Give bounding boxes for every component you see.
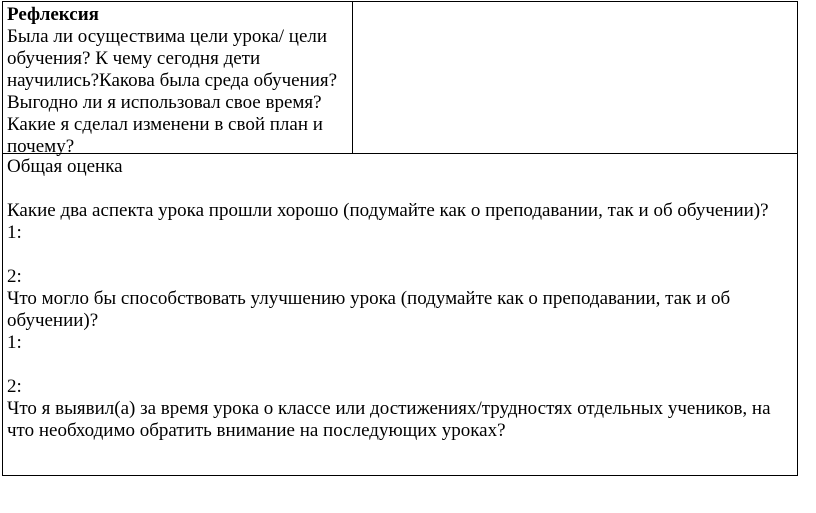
reflection-heading: Рефлексия: [7, 4, 99, 25]
reflection-line: Выгодно ли я использовал свое время?: [7, 92, 322, 113]
reflection-answer-cell[interactable]: [353, 2, 797, 153]
question-1: Какие два аспекта урока прошли хорошо (подумайте как о преподавании, так и об обучении)?: [7, 200, 769, 221]
question-2-item-2: 2:: [7, 376, 22, 397]
reflection-line: почему?: [7, 136, 75, 157]
reflection-line: обучения? К чему сегодня дети: [7, 48, 261, 69]
question-3-line-1: Что я выявил(а) за время урока о классе или достижениях/трудностях отдельных учеников, на: [7, 398, 771, 419]
question-3-line-2: что необходимо обратить внимание на последующих уроках?: [7, 420, 506, 441]
blank-line: [7, 178, 793, 200]
question-2-item-1: 1:: [7, 332, 22, 353]
assessment-cell[interactable]: [3, 154, 797, 475]
question-2-line-1: Что могло бы способствовать улучшению урока (подумайте как о преподавании, так и об: [7, 288, 731, 309]
reflection-cell: [3, 2, 353, 157]
question-1-item-2: 2:: [7, 266, 22, 287]
blank-line: [7, 354, 793, 376]
reflection-line: Была ли осуществима цели урока/ цели: [7, 26, 328, 47]
assessment-heading: Общая оценка: [7, 156, 123, 177]
question-1-item-1: 1:: [7, 222, 22, 243]
question-2-line-2: обучении)?: [7, 310, 99, 331]
blank-line: [7, 244, 793, 266]
lesson-plan-table: [2, 1, 798, 476]
reflection-row: [3, 2, 797, 157]
reflection-line: научились?Какова была среда обучения?: [7, 70, 338, 91]
reflection-line: Какие я сделал изменени в свой план и: [7, 114, 323, 135]
